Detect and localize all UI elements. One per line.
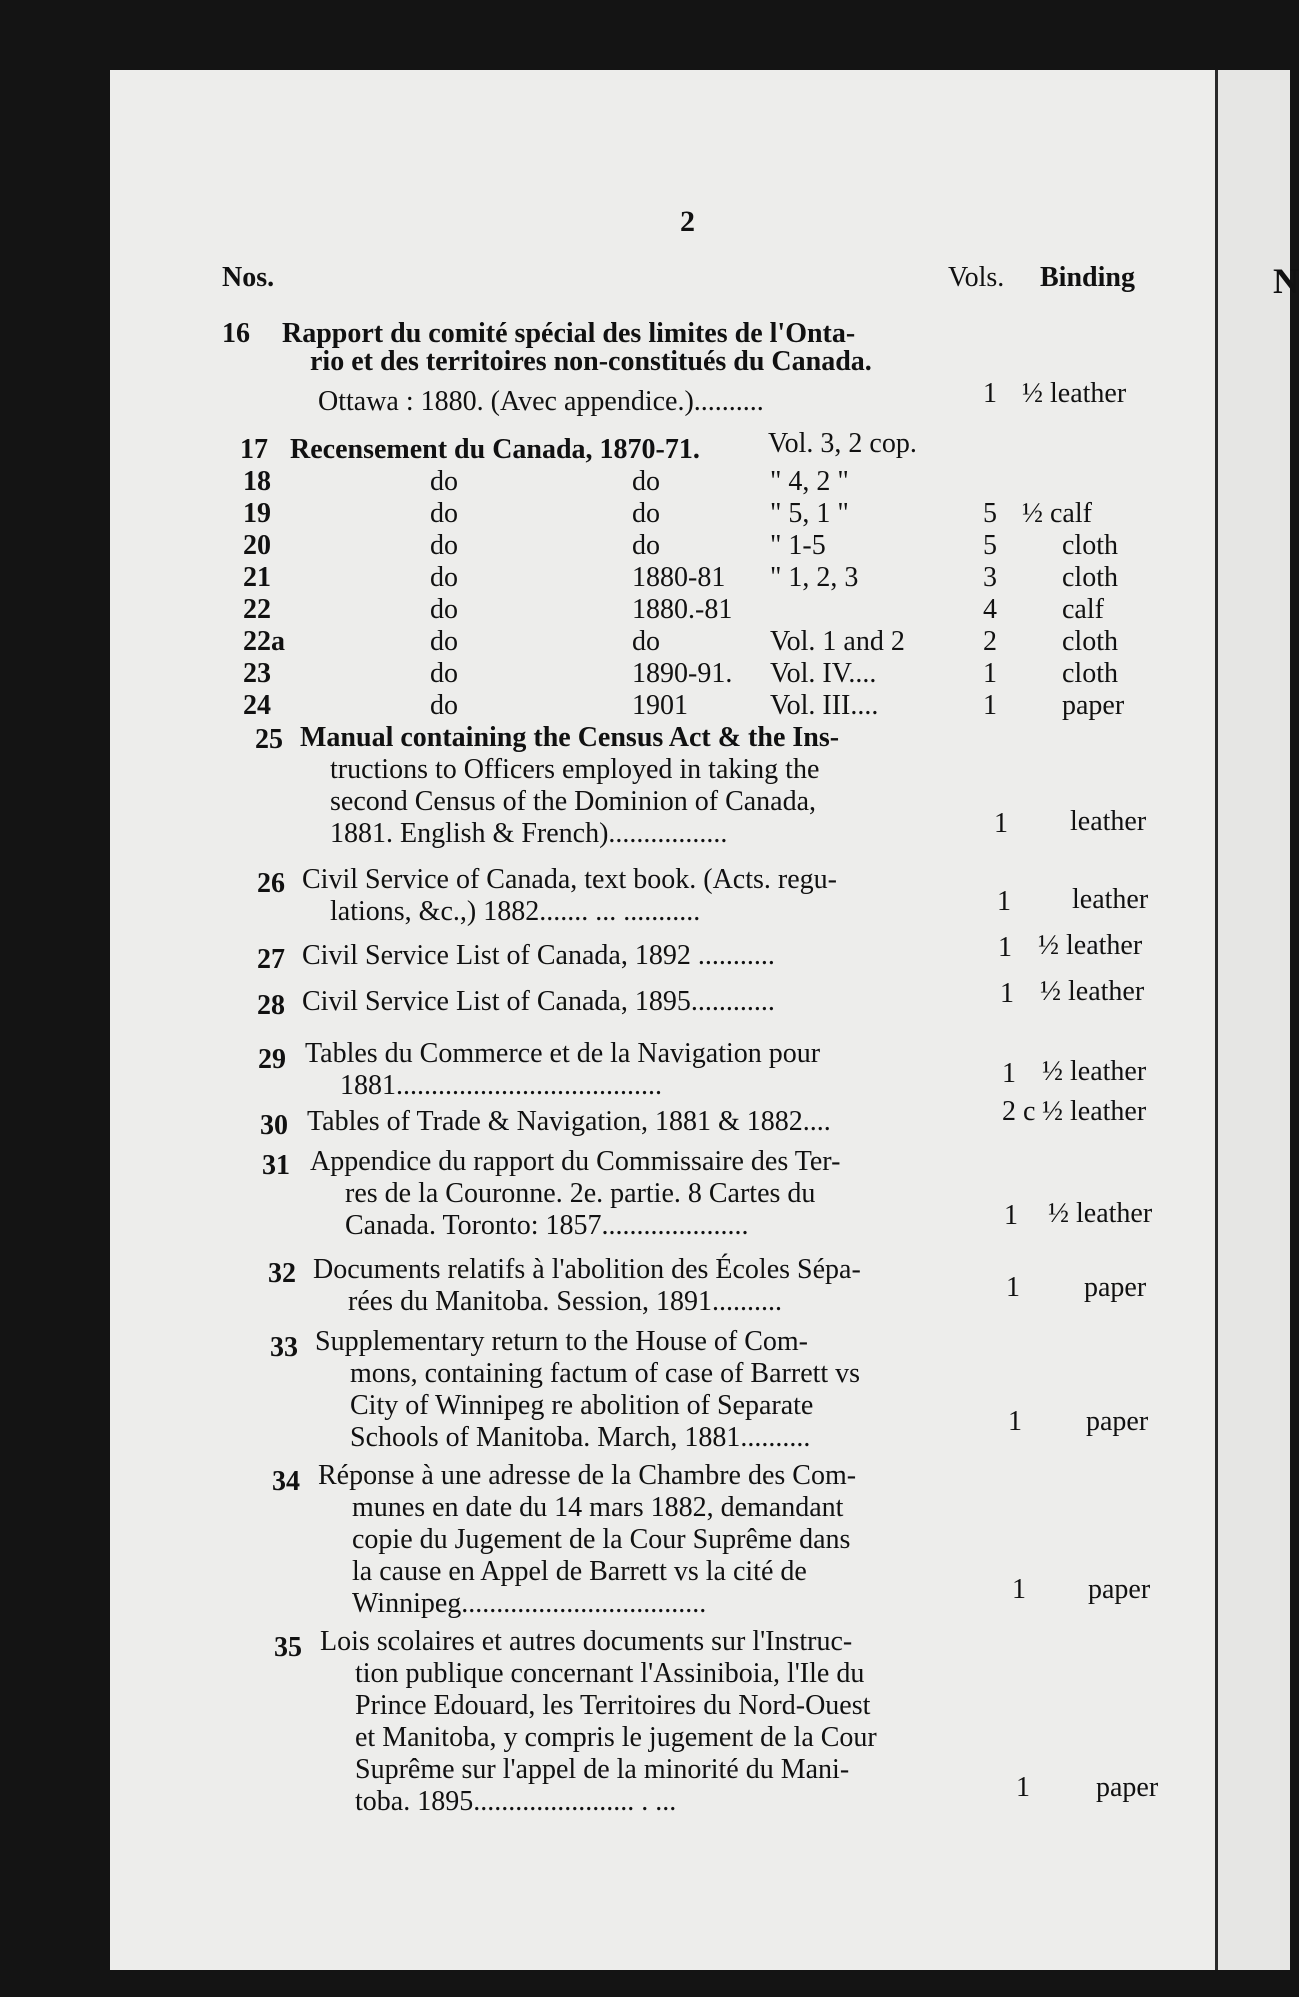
entry-text-line: copie du Jugement de la Cour Suprême dans [352, 1524, 851, 1555]
census-row-number: 24 [243, 690, 271, 721]
entry-binding: ½ leather [1040, 976, 1145, 1007]
entry-text-line: Winnipeg................................... [352, 1588, 707, 1619]
entry-text-line: Canada. Toronto: 1857..................... [345, 1210, 749, 1241]
census-row-vols: 1 [983, 690, 997, 721]
entry-binding: paper [1084, 1272, 1147, 1303]
entry-vols: 1 [1012, 1574, 1026, 1605]
entry-text-line: City of Winnipeg re abolition of Separate [350, 1390, 814, 1421]
census-row-vols: 5 [983, 530, 997, 561]
entry-number: 28 [257, 990, 285, 1021]
entry-binding: leather [1072, 884, 1149, 915]
census-row-volume: Vol. III.... [770, 690, 879, 721]
entry-number: 26 [257, 868, 285, 899]
header-binding: Binding [1040, 262, 1135, 293]
entry-vols: 1 [994, 808, 1008, 839]
entry-text-line: Documents relatifs à l'abolition des Écoles Sépa- [313, 1254, 861, 1285]
census-row-number: 22a [243, 626, 285, 657]
census-row-date: do [632, 530, 660, 561]
entry-vols: 1 [997, 886, 1011, 917]
census-row-volume: " 4, 2 " [770, 466, 849, 497]
census-row-date: do [632, 498, 660, 529]
header-vols: Vols. [948, 262, 1005, 293]
census-row-vols: 2 [983, 626, 997, 657]
page-number: 2 [680, 205, 695, 238]
entry-text-line: second Census of the Dominion of Canada, [330, 786, 817, 817]
entry-number: 30 [260, 1110, 288, 1141]
entry-text-line: Tables du Commerce et de la Navigation pour [305, 1038, 821, 1069]
entry-text-line: Civil Service List of Canada, 1895............ [302, 986, 775, 1017]
entry-number: 31 [262, 1150, 290, 1181]
entry-number: 25 [255, 724, 283, 755]
census-row-binding: paper [1062, 690, 1125, 721]
census-row-vols: 4 [983, 594, 997, 625]
census-row-vols: 5 [983, 498, 997, 529]
entry-text-line: rio et des territoires non-constitués du Canada. [310, 346, 872, 377]
entry-text-line: Prince Edouard, les Territoires du Nord-Ouest [355, 1690, 871, 1721]
census-row-vols: 3 [983, 562, 997, 593]
entry-text-line: Civil Service List of Canada, 1892 ........... [302, 940, 775, 971]
census-row-binding: cloth [1062, 562, 1118, 593]
header-nos: Nos. [222, 262, 275, 293]
entry-number: 17 [240, 434, 268, 465]
census-row-binding: calf [1062, 594, 1104, 625]
entry-binding: ½ leather [1042, 1096, 1147, 1127]
census-row-ditto: do [430, 562, 458, 593]
census-row-ditto: do [430, 690, 458, 721]
entry-text-line: munes en date du 14 mars 1882, demandant [352, 1492, 844, 1523]
census-row-vols: 1 [983, 658, 997, 689]
entry-vols: 1 [1016, 1772, 1030, 1803]
census-row-date: 1890-91. [632, 658, 733, 689]
census-row-volume: " 1, 2, 3 [770, 562, 859, 593]
census-row-binding: cloth [1062, 658, 1118, 689]
entry-text-line: 1881. English & French)................. [330, 818, 728, 849]
entry-text-line: Suprême sur l'appel de la minorité du Mani- [355, 1754, 850, 1785]
entry-binding: paper [1088, 1574, 1151, 1605]
census-row-ditto: do [430, 498, 458, 529]
census-row-binding: cloth [1062, 626, 1118, 657]
entry-binding: ½ leather [1048, 1198, 1153, 1229]
census-row-date: do [632, 466, 660, 497]
census-row-volume: Vol. 1 and 2 [770, 626, 905, 657]
entry-vols: 1 [1004, 1200, 1018, 1231]
entry-text-line: Appendice du rapport du Commissaire des Ter- [310, 1146, 841, 1177]
entry-vols: 1 [998, 932, 1012, 963]
entry-text-line: Supplementary return to the House of Com- [315, 1326, 809, 1357]
census-row-number: 21 [243, 562, 271, 593]
census-row-number: 20 [243, 530, 271, 561]
entry-number: 29 [258, 1044, 286, 1075]
entry-text-line: toba. 1895....................... . ... [355, 1786, 677, 1817]
census-row-number: 18 [243, 466, 271, 497]
census-row-number: 22 [243, 594, 271, 625]
census-row-date: do [632, 626, 660, 657]
entry-binding: paper [1086, 1406, 1149, 1437]
census-row-date: 1880-81 [632, 562, 726, 593]
census-row-volume: Vol. IV.... [770, 658, 877, 689]
entry-text-line: mons, containing factum of case of Barrett vs [350, 1358, 861, 1389]
census-row-ditto: do [430, 594, 458, 625]
census-row-binding: ½ calf [1022, 498, 1092, 529]
entry-vols: 1 [1002, 1058, 1016, 1089]
entry-vols: 1 [1006, 1272, 1020, 1303]
entry-text-line: la cause en Appel de Barrett vs la cité de [352, 1556, 807, 1587]
entry-binding: paper [1096, 1772, 1159, 1803]
census-row-number: 19 [243, 498, 271, 529]
entry-text-line: tructions to Officers employed in taking the [330, 754, 820, 785]
entry-number: 33 [270, 1332, 298, 1363]
entry-text-line: rées du Manitoba. Session, 1891.......... [348, 1286, 782, 1317]
entry-text-line: lations, &c.,) 1882....... ... ........... [330, 896, 701, 927]
entry-text-line: et Manitoba, y compris le jugement de la Cour [355, 1722, 877, 1753]
census-row-volume: " 1-5 [770, 530, 826, 561]
census-row-date: 1901 [632, 690, 688, 721]
entry-number: 35 [274, 1632, 302, 1663]
entry-text-line: Manual containing the Census Act & the Ins- [300, 722, 840, 753]
census-row-number: 23 [243, 658, 271, 689]
census-row-volume: " 5, 1 " [770, 498, 849, 529]
entry-binding: ½ leather [1038, 930, 1143, 961]
entry-number: 32 [268, 1258, 296, 1289]
census-row-ditto: do [430, 466, 458, 497]
entry-text-line: Schools of Manitoba. March, 1881.......... [350, 1422, 811, 1453]
entry-number: 16 [222, 318, 250, 349]
census-row-date: 1880.-81 [632, 594, 733, 625]
entry-text-line: Tables of Trade & Navigation, 1881 & 1882.... [307, 1106, 831, 1137]
facing-page-fragment: N [1273, 261, 1299, 301]
entry-vols: 2 c [1002, 1096, 1036, 1127]
entry-vols: 1 [1000, 978, 1014, 1009]
entry-number: 34 [272, 1466, 300, 1497]
entry-text-line: tion publique concernant l'Assiniboia, l'Ile du [355, 1658, 865, 1689]
facing-page-edge [1215, 70, 1299, 1970]
entry-text-line: 1881...................................... [340, 1070, 662, 1101]
census-row-binding: cloth [1062, 530, 1118, 561]
census-row-ditto: do [430, 626, 458, 657]
entry-volume: Vol. 3, 2 cop. [768, 428, 917, 459]
entry-vols: 1 [1008, 1406, 1022, 1437]
entry-text-line: Ottawa : 1880. (Avec appendice.).......... [318, 386, 764, 417]
entry-text-line: Civil Service of Canada, text book. (Acts. regu- [302, 864, 837, 895]
entry-binding: leather [1070, 806, 1147, 837]
entry-text-line: Réponse à une adresse de la Chambre des Com- [318, 1460, 857, 1491]
entry-text-line: res de la Couronne. 2e. partie. 8 Cartes du [345, 1178, 816, 1209]
entry-binding: ½ leather [1022, 378, 1127, 409]
entry-binding: ½ leather [1042, 1056, 1147, 1087]
entry-text-line: Rapport du comité spécial des limites de l'Onta- [282, 318, 856, 349]
entry-text-line: Recensement du Canada, 1870-71. [290, 434, 700, 465]
census-row-ditto: do [430, 530, 458, 561]
census-row-ditto: do [430, 658, 458, 689]
entry-vols: 1 [983, 378, 997, 409]
entry-text-line: Lois scolaires et autres documents sur l'Instruc- [320, 1626, 853, 1657]
entry-number: 27 [257, 944, 285, 975]
